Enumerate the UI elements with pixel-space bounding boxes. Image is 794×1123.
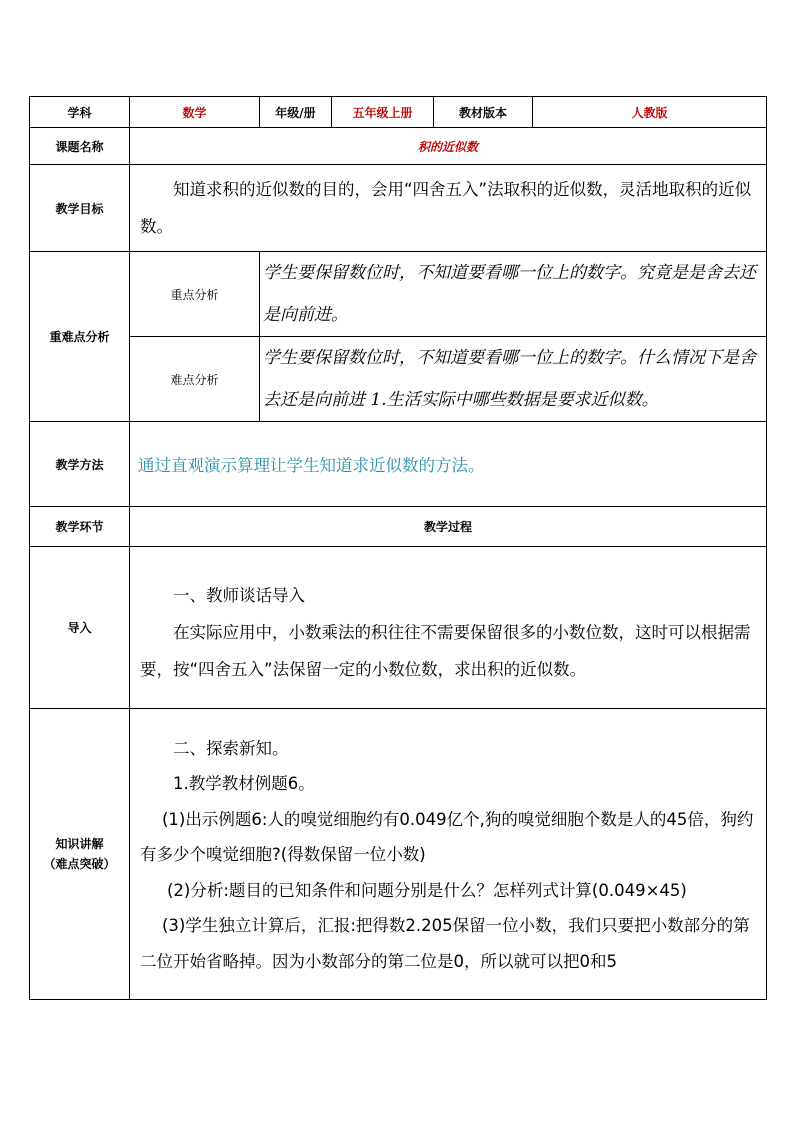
key-analysis-label: 重点分析: [130, 252, 260, 337]
topic-value: 积的近似数: [130, 128, 767, 165]
intro-row: [30, 547, 767, 709]
knowledge-label: [30, 709, 130, 1000]
knowledge-paragraph-3: (2)分析:题目的已知条件和问题分别是什么？怎样列式计算(0.049×45): [167, 880, 687, 900]
process-header-label: 教学过程: [130, 507, 767, 547]
goal-text: 知道求积的近似数的目的，会用“四舍五入”法取积的近似数，灵活地取积的近似数。: [130, 165, 767, 252]
difficult-analysis-text: 学生要保留数位时，不知道要看哪一位上的数字。什么情况下是舍去还是向前进 1.生活实际中哪些数据是要求近似数。: [260, 337, 767, 422]
intro-heading: 一、教师谈话导入: [173, 586, 305, 605]
subject-value: 数学: [130, 97, 260, 128]
knowledge-paragraph-2: (1)出示例题6:人的嗅觉细胞约有0.049亿个,狗的嗅觉细胞个数是人的45倍，狗约有多少个嗅觉细胞?(得数保留一位小数): [140, 809, 754, 865]
knowledge-paragraph-4: (3)学生独立计算后，汇报:把得数2.205保留一位小数，我们只要把小数部分的第二位开始省略掉。因为小数部分的第二位是0，所以就可以把0和5: [140, 916, 750, 971]
goal-row: [30, 165, 767, 252]
knowledge-label-line2: （难点突破）: [43, 857, 116, 871]
key-analysis-text: 学生要保留数位时，不知道要看哪一位上的数字。究竟是是舍去还是向前进。: [260, 252, 767, 337]
intro-paragraph: 在实际应用中，小数乘法的积往往不需要保留很多的小数位数，这时可以根据需要，按“四舍五入”法保留一定的小数位数，求出积的近似数。: [140, 623, 751, 679]
grade-label: 年级/册: [260, 97, 332, 128]
analysis-label: 重难点分析: [30, 252, 130, 422]
difficult-analysis-label: 难点分析: [130, 337, 260, 422]
goal-label: 教学目标: [30, 165, 130, 252]
knowledge-paragraph-1: 1.教学教材例题6。: [173, 774, 315, 794]
key-analysis-row: [30, 252, 767, 337]
method-label: 教学方法: [30, 422, 130, 507]
topic-label: 课题名称: [30, 128, 130, 165]
knowledge-heading: 二、探索新知。: [173, 738, 289, 758]
method-row: [30, 422, 767, 507]
topic-row: [30, 128, 767, 165]
header-row: [30, 97, 767, 128]
method-text: 通过直观演示算理让学生知道求近似数的方法。: [130, 422, 767, 507]
knowledge-content: [130, 709, 767, 1000]
lesson-plan-table: [29, 96, 767, 1000]
knowledge-label-line1: 知识讲解: [55, 837, 104, 851]
stage-header-label: 教学环节: [30, 507, 130, 547]
knowledge-row: [30, 709, 767, 1000]
subject-label: 学科: [30, 97, 130, 128]
intro-label: 导入: [30, 547, 130, 709]
difficult-analysis-row: [30, 337, 767, 422]
edition-value: 人教版: [533, 97, 767, 128]
edition-label: 教材版本: [434, 97, 533, 128]
intro-content: [130, 547, 767, 709]
grade-value: 五年级上册: [332, 97, 434, 128]
process-header-row: [30, 507, 767, 547]
